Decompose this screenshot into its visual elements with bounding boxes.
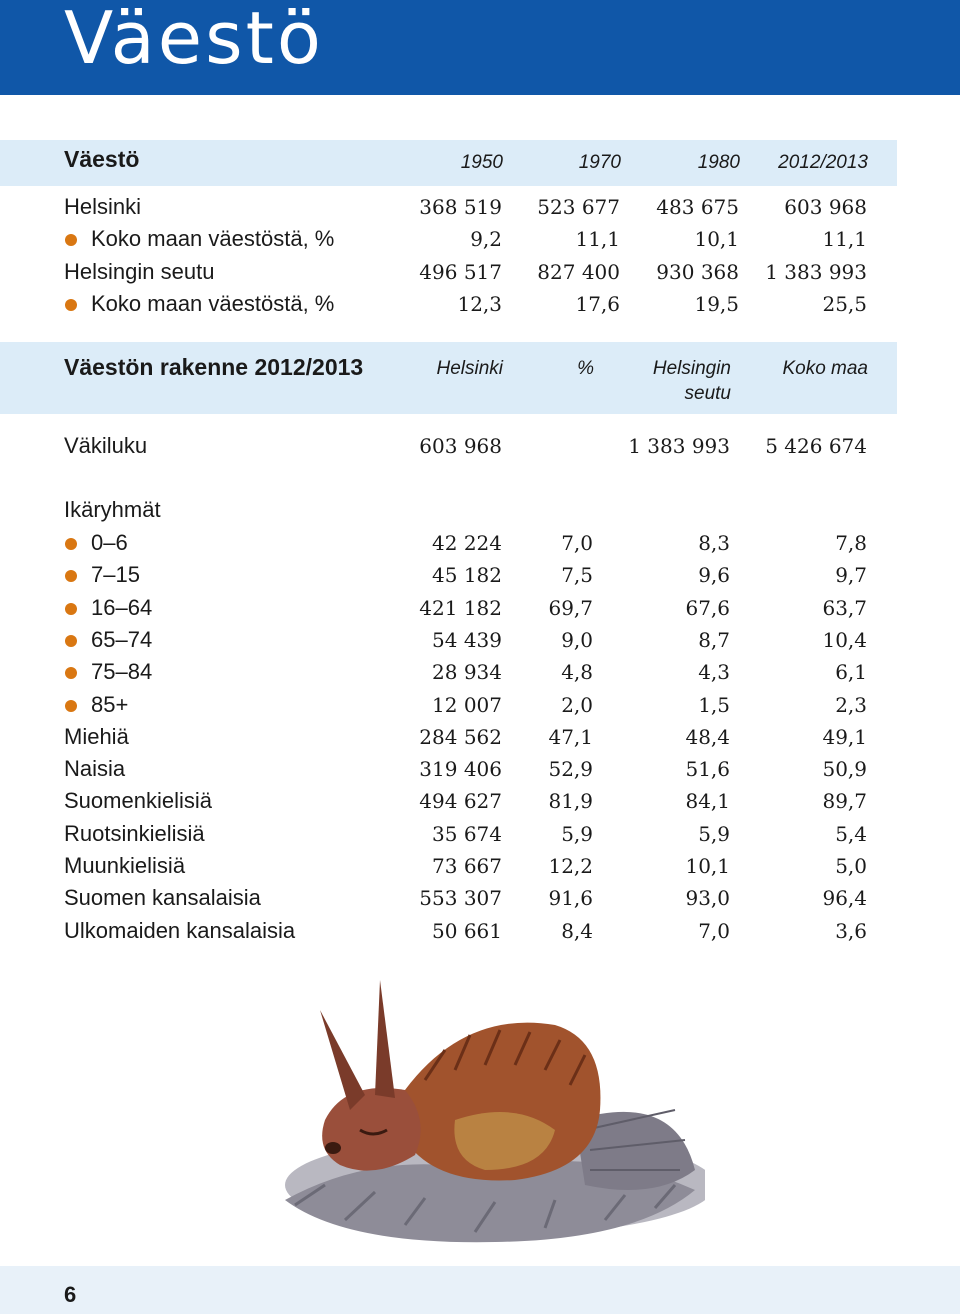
col-helsingin-seutu-line2: seutu (684, 383, 731, 404)
table-cell: 11,1 (822, 227, 867, 252)
row-label: Miehiä (64, 723, 129, 749)
table-cell: 553 307 (419, 886, 502, 911)
row-label: Naisia (64, 756, 126, 782)
table-cell: 7,8 (835, 531, 867, 555)
table1-row (0, 288, 960, 320)
row-label: 16–64 (91, 594, 153, 620)
row-label: Helsingin seutu (64, 258, 215, 284)
table-cell: 35 674 (432, 821, 502, 846)
row-label: Koko maan väestöstä, % (91, 290, 335, 316)
table-cell: 63,7 (822, 595, 867, 620)
table2-row (0, 592, 960, 624)
table2-row (0, 818, 960, 850)
col-2012-2013: 2012/2013 (778, 152, 868, 173)
col-percent: % (577, 358, 594, 379)
table-cell: 496 517 (419, 259, 502, 284)
table-cell: 89,7 (822, 789, 867, 814)
page-title: Väestö (64, 0, 324, 80)
table-cell: 9,7 (835, 563, 867, 588)
table-cell: 12 007 (432, 692, 502, 717)
table1-title: Väestö (64, 146, 140, 172)
table-cell: 4,3 (698, 660, 730, 685)
table2-header-band (0, 342, 897, 414)
table-cell: 50,9 (822, 757, 867, 782)
table2-row (0, 624, 960, 656)
cell-koko-maa: 5 426 674 (765, 434, 867, 458)
table-cell: 52,9 (548, 757, 593, 782)
row-label: 75–84 (91, 659, 153, 685)
row-label: Suomenkielisiä (64, 788, 212, 814)
table-cell: 49,1 (822, 724, 867, 749)
table-cell: 96,4 (822, 886, 867, 911)
table-cell: 5,0 (835, 854, 867, 878)
table-cell: 421 182 (419, 595, 502, 620)
table-cell: 47,1 (548, 724, 593, 749)
table-cell: 483 675 (656, 195, 739, 219)
row-label: Ulkomaiden kansalaisia (64, 917, 296, 943)
table2-row (0, 915, 960, 947)
table-cell: 8,7 (698, 627, 730, 652)
group-heading: Ikäryhmät (64, 497, 161, 522)
table-cell: 12,2 (548, 854, 593, 878)
bullet-icon (65, 667, 77, 679)
table1-row (0, 191, 960, 223)
row-label: Väkiluku (64, 433, 148, 458)
table-cell: 523 677 (537, 195, 620, 219)
table-cell: 69,7 (548, 595, 593, 620)
bullet-icon (65, 635, 77, 647)
vakiluku-row (0, 430, 960, 462)
bullet-icon (65, 700, 77, 712)
table-cell: 81,9 (548, 789, 593, 814)
table-cell: 9,6 (698, 563, 730, 588)
title-banner (0, 0, 960, 95)
page-footer (0, 1266, 960, 1314)
row-label: Helsinki (64, 194, 142, 219)
cell-helsingin-seutu: 1 383 993 (628, 434, 730, 458)
table-cell: 7,0 (561, 531, 593, 555)
row-label: 65–74 (91, 626, 153, 652)
table2-row (0, 656, 960, 688)
sleeping-squirrel-illustration (255, 970, 705, 1260)
row-label: Suomen kansalaisia (64, 885, 261, 911)
table-cell: 6,1 (835, 660, 867, 685)
table-cell: 91,6 (548, 886, 593, 911)
col-1980: 1980 (697, 152, 740, 173)
table1-row (0, 223, 960, 255)
table-cell: 19,5 (694, 291, 739, 316)
col-1950: 1950 (460, 152, 503, 173)
bullet-icon (65, 299, 77, 311)
col-helsinki: Helsinki (436, 358, 503, 379)
bullet-icon (65, 538, 77, 550)
table-cell: 11,1 (575, 227, 620, 252)
col-1970: 1970 (578, 152, 621, 173)
table-cell: 84,1 (685, 789, 730, 814)
row-label: Muunkielisiä (64, 853, 186, 878)
bullet-icon (65, 603, 77, 615)
table-cell: 7,5 (561, 563, 593, 588)
row-label: 7–15 (91, 562, 140, 588)
table-cell: 51,6 (685, 757, 730, 782)
table-cell: 930 368 (656, 259, 739, 284)
table2-row (0, 785, 960, 817)
table-cell: 93,0 (685, 886, 730, 911)
table2-row (0, 689, 960, 721)
table1-header-band (0, 140, 897, 186)
table-cell: 1 383 993 (765, 259, 867, 284)
table-cell: 1,5 (698, 692, 730, 717)
table-cell: 3,6 (835, 918, 867, 943)
table-cell: 494 627 (419, 789, 502, 814)
row-label: 0–6 (91, 530, 128, 555)
row-label: Koko maan väestöstä, % (91, 226, 335, 252)
col-koko-maa: Koko maa (782, 358, 868, 379)
table-cell: 12,3 (457, 291, 502, 316)
table-cell: 9,0 (561, 627, 593, 652)
table-cell: 28 934 (432, 660, 502, 685)
table-cell: 827 400 (537, 259, 620, 284)
table-cell: 50 661 (432, 918, 502, 943)
table2-row (0, 882, 960, 914)
table-cell: 5,9 (698, 821, 730, 846)
table-cell: 10,1 (694, 227, 739, 252)
table-cell: 284 562 (419, 724, 502, 749)
table-cell: 319 406 (419, 757, 502, 782)
bullet-icon (65, 570, 77, 582)
table-cell: 368 519 (419, 195, 502, 219)
table1-row (0, 256, 960, 288)
table-cell: 45 182 (432, 563, 502, 588)
cell-helsinki: 603 968 (419, 434, 502, 458)
table-cell: 7,0 (698, 918, 730, 943)
table-cell: 67,6 (685, 595, 730, 620)
table-cell: 4,8 (561, 660, 593, 685)
row-label: Ruotsinkielisiä (64, 820, 205, 846)
page-number: 6 (64, 1282, 77, 1307)
table2-row (0, 527, 960, 559)
table-cell: 5,9 (561, 821, 593, 846)
table2-title: Väestön rakenne 2012/2013 (64, 354, 364, 380)
row-label: 85+ (91, 691, 129, 717)
table-cell: 8,3 (698, 531, 730, 555)
table-cell: 5,4 (835, 821, 867, 846)
table-cell: 10,1 (685, 854, 730, 878)
col-helsingin-seutu-line1: Helsingin (652, 358, 731, 379)
table2-row (0, 721, 960, 753)
table-cell: 9,2 (470, 227, 502, 252)
table-cell: 48,4 (685, 724, 730, 749)
table-cell: 2,0 (561, 692, 593, 717)
table-cell: 42 224 (432, 531, 502, 555)
table-cell: 73 667 (432, 854, 502, 878)
table-cell: 25,5 (822, 291, 867, 316)
table-cell: 8,4 (561, 918, 593, 943)
table-cell: 2,3 (835, 692, 867, 717)
table2-row (0, 559, 960, 591)
ikaryhmat-heading-row (0, 494, 960, 526)
table-cell: 603 968 (784, 195, 867, 219)
bullet-icon (65, 234, 77, 246)
table2-row (0, 753, 960, 785)
table2-row (0, 850, 960, 882)
table-cell: 10,4 (822, 627, 867, 652)
table-cell: 17,6 (575, 291, 620, 316)
table-cell: 54 439 (432, 627, 502, 652)
